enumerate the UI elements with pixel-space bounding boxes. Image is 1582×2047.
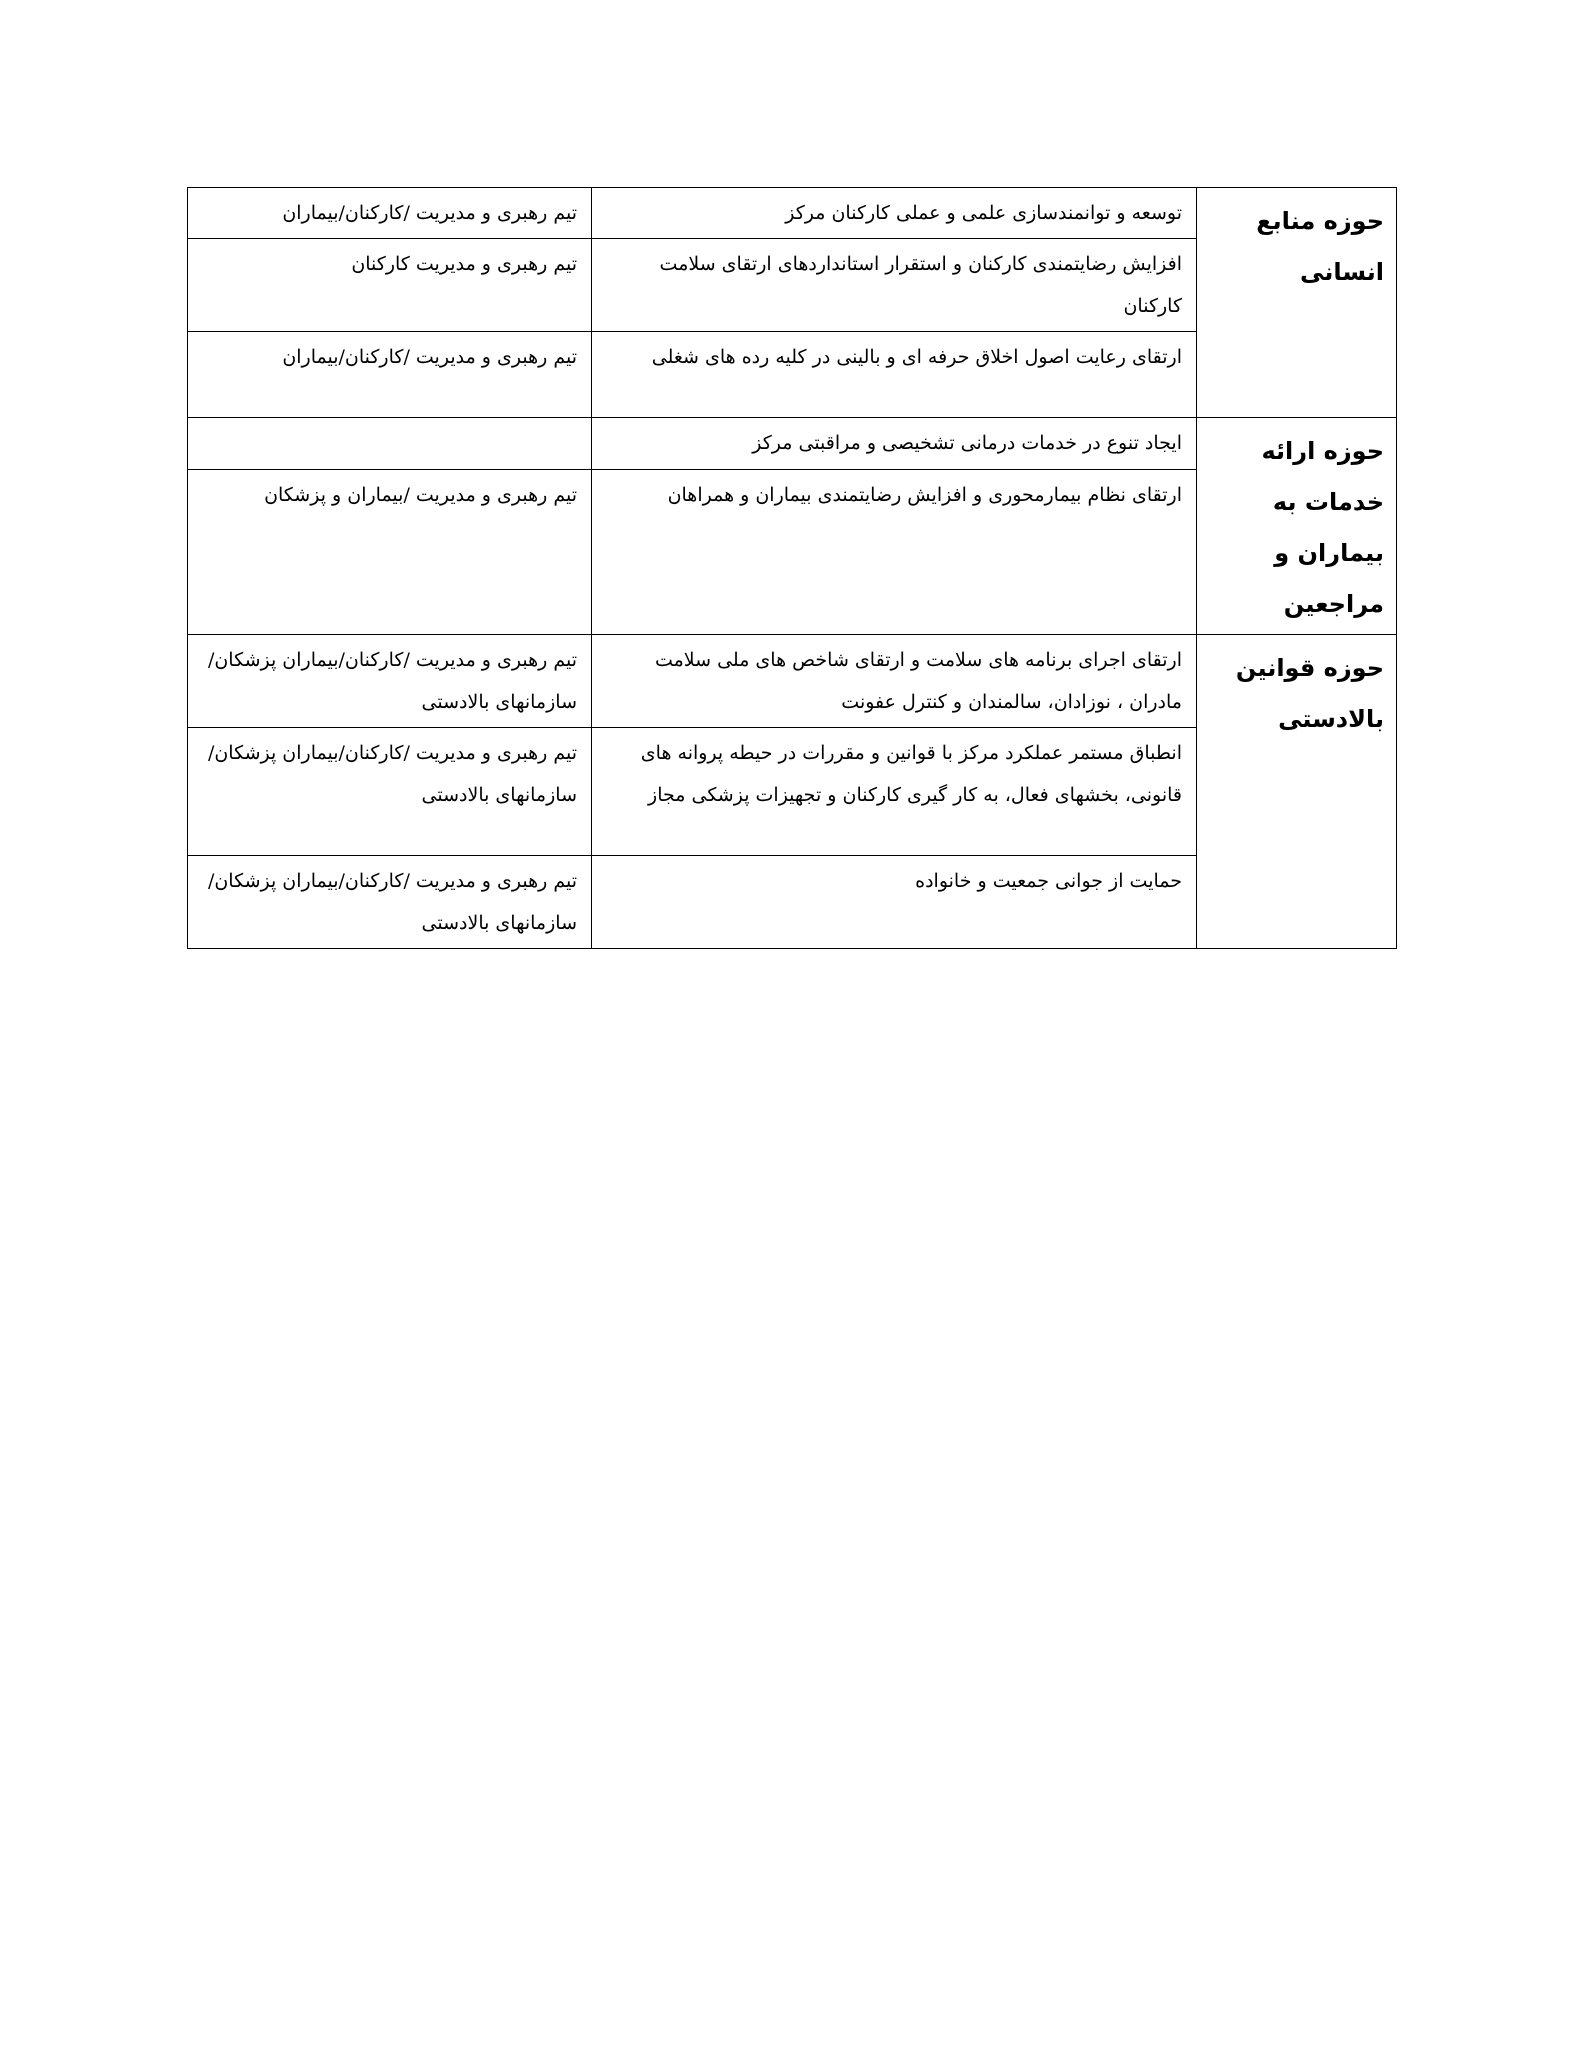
strategic-goals-table [187,187,1397,949]
goal-cell: ارتقای نظام بیمارمحوری و افزایش رضایتمندی بیماران و همراهان [592,469,1197,634]
responsible-cell: تیم رهبری و مدیریت /بیماران و پزشکان [188,469,592,634]
domain-cell: حوزه منابع انسانی [1197,188,1397,418]
goal-cell: حمایت از جوانی جمعیت و خانواده [592,856,1197,949]
responsible-cell: تیم رهبری و مدیریت /کارکنان/بیماران [188,332,592,418]
responsible-cell: تیم رهبری و مدیریت /کارکنان/بیماران پزشکان/سازمانهای بالادستی [188,635,592,728]
goal-cell: افزایش رضایتمندی کارکنان و استقرار استانداردهای ارتقای سلامت کارکنان [592,239,1197,332]
responsible-cell: تیم رهبری و مدیریت /کارکنان/بیماران پزشکان/سازمانهای بالادستی [188,728,592,856]
goal-cell: توسعه و توانمندسازی علمی و عملی کارکنان مرکز [592,188,1197,239]
table-row [188,418,1397,470]
responsible-cell: تیم رهبری و مدیریت کارکنان [188,239,592,332]
table-row [188,188,1397,239]
domain-cell: حوزه ارائه خدمات به بیماران و مراجعین [1197,418,1397,635]
responsible-cell: تیم رهبری و مدیریت /کارکنان/بیماران [188,188,592,239]
goal-cell: انطباق مستمر عملکرد مرکز با قوانین و مقررات در حیطه پروانه های قانونی، بخشهای فعال، به کار گیری کارکنان و تجهیزات پزشکی مجاز [592,728,1197,856]
domain-cell: حوزه قوانین بالادستی [1197,635,1397,949]
goal-cell: ارتقای رعایت اصول اخلاق حرفه ای و بالینی در کلیه رده های شغلی [592,332,1197,418]
table-row [188,635,1397,728]
goal-cell: ارتقای اجرای برنامه های سلامت و ارتقای شاخص های ملی سلامت مادران ، نوزادان، سالمندان و کنترل عفونت [592,635,1197,728]
goal-cell: ایجاد تنوع در خدمات درمانی تشخیصی و مراقبتی مرکز [592,418,1197,470]
responsible-cell: تیم رهبری و مدیریت /کارکنان/بیماران پزشکان/سازمانهای بالادستی [188,856,592,949]
responsible-cell [188,418,592,470]
